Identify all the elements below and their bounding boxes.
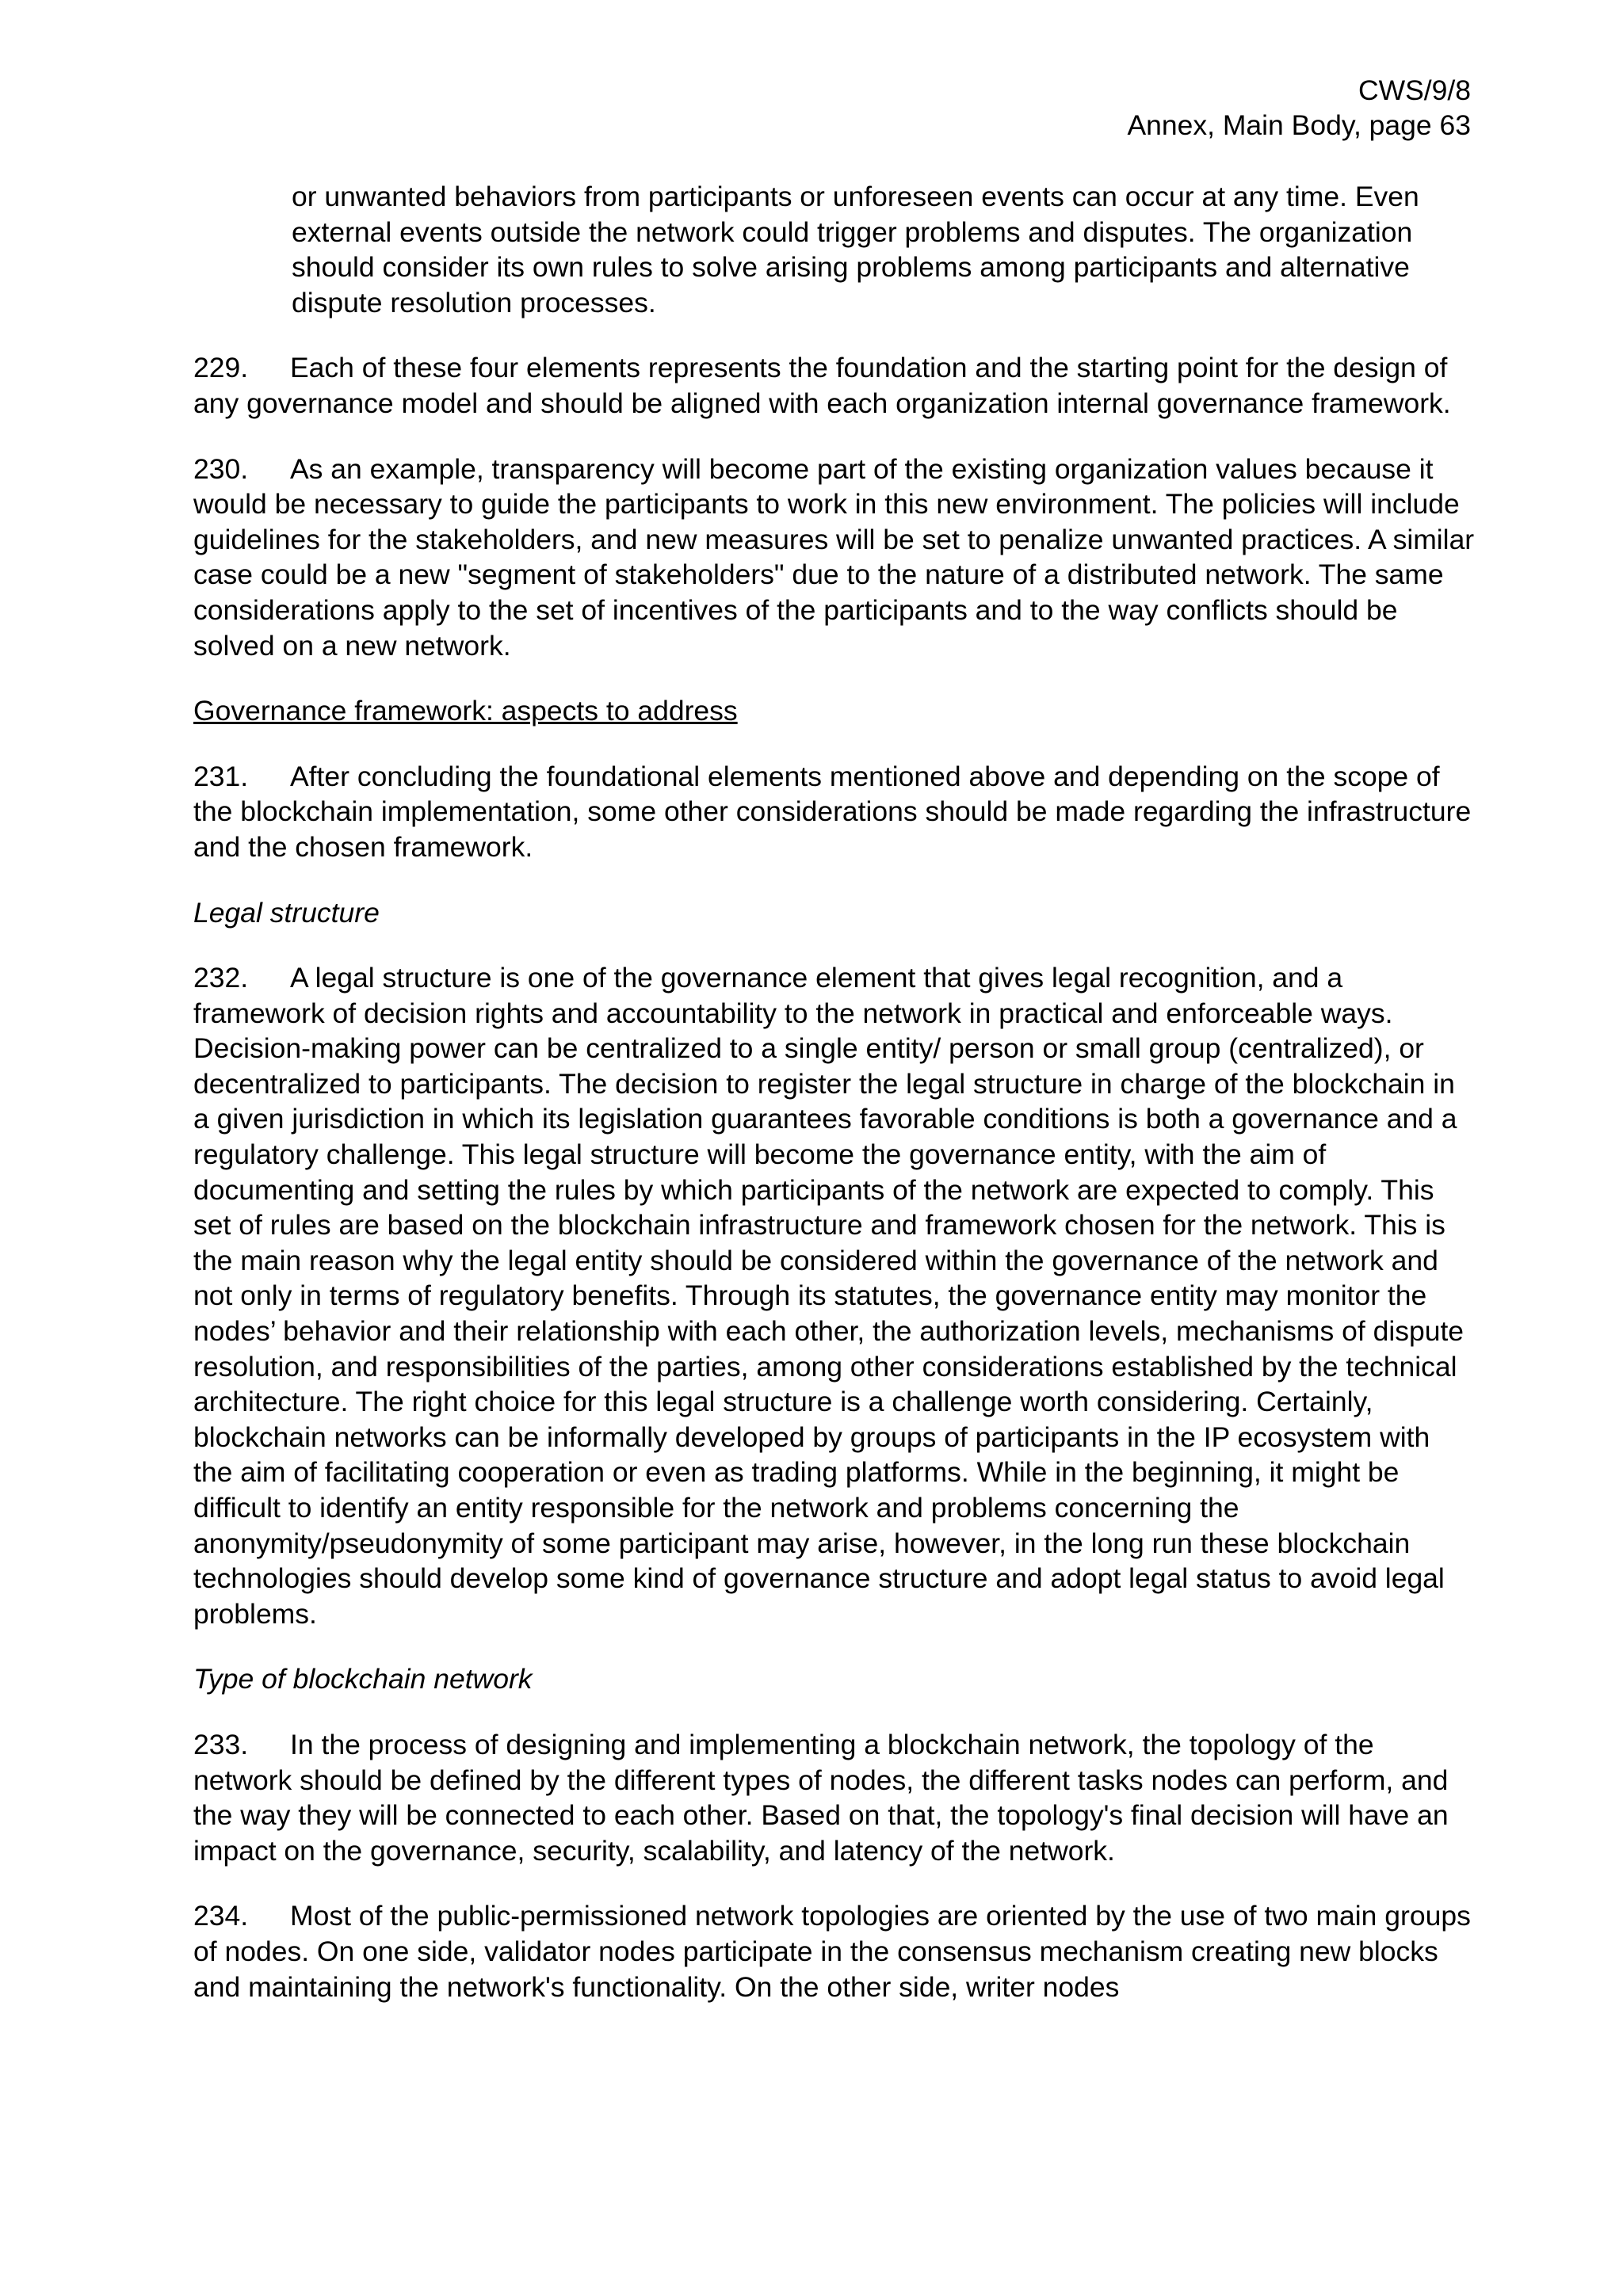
section-heading-governance-framework: Governance framework: aspects to address — [193, 695, 738, 727]
paragraph-number: 233. — [193, 1728, 249, 1760]
paragraph-text: As an example, transparency will become part of the existing organization values because it would be necessary to guide the participants to work in this new environment. The policies will include guidelines for the stakeholders, and new measures will be set to penalize unwanted practices. A similar case could be a new "segment of stakeholders" due to the nature of a distributed network. The same considerations apply to the set of incentives of the participants and to the way conflicts should be solved on a new network. — [193, 452, 1475, 662]
paragraph-number: 232. — [193, 962, 249, 994]
paragraph-233 — [193, 1727, 1476, 1868]
subheading-legal-structure: Legal structure — [193, 896, 380, 929]
paragraph-text: After concluding the foundational elements mentioned above and depending on the scope of the blockchain implementation, some other considerations should be made regarding the infrastructure and the chosen framework. — [193, 760, 1472, 863]
subheading-type-of-network: Type of blockchain network — [193, 1663, 533, 1695]
document-id: CWS/9/8 — [1358, 74, 1471, 106]
paragraph-number: 230. — [193, 452, 249, 485]
continuation-paragraph: or unwanted behaviors from participants or unforeseen events can occur at any time. Even external events outside the network could trigger problems and disputes. The organization should consider its own rules to solve arising problems among participants and alternative dispute resolution processes. — [292, 181, 1419, 318]
paragraph-232 — [193, 960, 1476, 1631]
paragraph-230 — [193, 452, 1476, 664]
paragraph-text: In the process of designing and implementing a blockchain network, the topology of the network should be defined by the different types of nodes, the different tasks nodes can perform, and the way they will be connected to each other. Based on that, the topology's final decision will have an impact on the governance, security, scalability, and latency of the network. — [193, 1728, 1449, 1867]
page-header — [1127, 73, 1471, 143]
paragraph-text: A legal structure is one of the governance element that gives legal recognition, and a framework of decision rights and accountability to the network in practical and enforceable ways. Decision-making power can be centralized to a single entity/ person or small group (centralized), or decentralized to participants. The decision to register the legal structure in charge of the blockchain in a given jurisdiction in which its legislation guarantees favorable conditions is both a governance and a regulatory challenge. This legal structure will become the governance entity, with the aim of documenting and setting the rules by which participants of the network are expected to comply. This set of rules are based on the blockchain infrastructure and framework chosen for the network. This is the main reason why the legal entity should be considered within the governance of the network and not only in terms of regulatory benefits. Through its statutes, the governance entity may monitor the nodes’ behavior and their relationship with each other, the authorization levels, mechanisms of dispute resolution, and responsibilities of the parties, among other considerations established by the technical architecture. The right choice for this legal structure is a challenge worth considering. Certainly, blockchain networks can be informally developed by groups of participants in the IP ecosystem with the aim of facilitating cooperation or even as trading platforms. While in the beginning, it might be difficult to identify an entity responsible for the network and problems concerning the anonymity/pseudonymity of some participant may arise, however, in the long run these blockchain technologies should develop some kind of governance structure and adopt legal status to avoid legal problems. — [193, 962, 1465, 1630]
paragraph-text: Each of these four elements represents the foundation and the starting point for the design of any governance model and should be aligned with each organization internal governance framework. — [193, 352, 1451, 419]
paragraph-number: 234. — [193, 1900, 249, 1932]
paragraph-number: 231. — [193, 760, 249, 792]
paragraph-text: Most of the public-permissioned network topologies are oriented by the use of two main groups of nodes. On one side, validator nodes participate in the consensus mechanism creating new blocks and maintaining the network's functionality. On the other side, writer nodes — [193, 1900, 1471, 2003]
document-body — [193, 179, 1476, 2035]
paragraph-231 — [193, 759, 1476, 865]
paragraph-234 — [193, 1898, 1476, 2004]
paragraph-number: 229. — [193, 352, 249, 384]
page-reference: Annex, Main Body, page 63 — [1127, 109, 1471, 141]
paragraph-229 — [193, 350, 1476, 421]
